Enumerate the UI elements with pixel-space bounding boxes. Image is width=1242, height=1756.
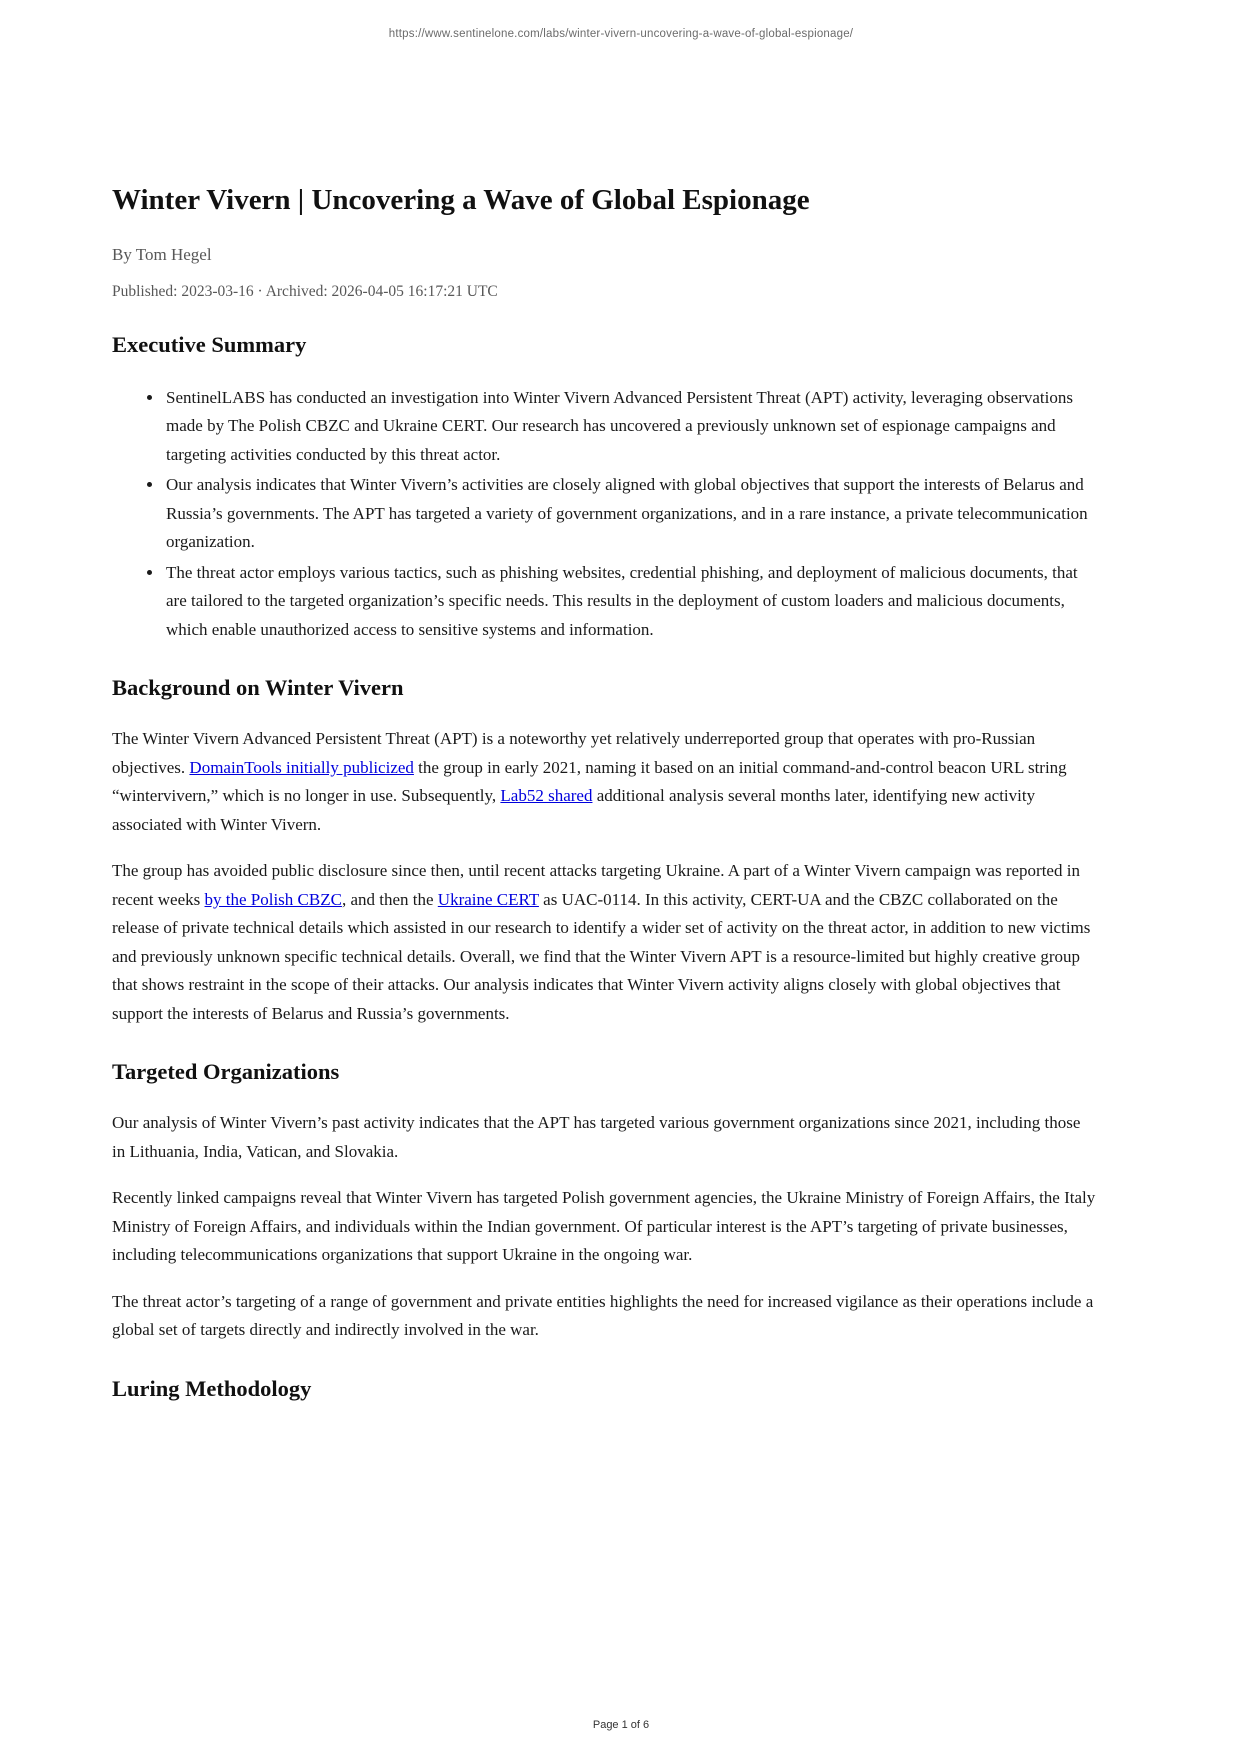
list-item: • Our analysis indicates that Winter Vivern’s activities are closely aligned with global objectives that support the interests of Belarus and Russia’s governments. The APT has targeted a variety of government organizations, and in a rare instance, a private telecommunication organization. (164, 471, 1097, 557)
author-byline: By Tom Hegel (112, 244, 212, 264)
heading-targeted-organizations: Targeted Organizations (112, 1059, 340, 1085)
heading-executive-summary: Executive Summary (112, 331, 307, 357)
targeted-paragraph-1: Our analysis of Winter Vivern’s past activity indicates that the APT has targeted various government organizations since 2021, including those in Lithuania, India, Vatican, and Slovakia. (112, 1113, 1081, 1161)
link-lab52-shared[interactable]: Lab52 shared (500, 786, 593, 806)
page-number-footer: Page 1 of 6 (592, 1719, 650, 1731)
publish-archive-meta: Published: 2023-03-16 · Archived: 2026-04-05 16:17:21 UTC (112, 282, 498, 300)
background-paragraph-2 (112, 857, 1097, 1028)
archived-page-url: https://www.sentinelone.com/labs/winter-vivern-uncovering-a-wave-of-global-espionage/ (388, 28, 854, 40)
link-ukraine-cert[interactable]: Ukraine CERT (437, 889, 539, 909)
targeted-paragraph-2: Recently linked campaigns reveal that Winter Vivern has targeted Polish government agencies, the Ukraine Ministry of Foreign Affairs, the Italy Ministry of Foreign Affairs, and individuals within the Indian government. Of particular interest is the APT’s targeting of private businesses, including telecommunications organizations that support Ukraine in the ongoing war. (112, 1188, 1096, 1265)
background-paragraph-1 (112, 725, 1097, 839)
article-body (112, 0, 1097, 1402)
paragraph-text: The Winter Vivern Advanced Persistent Threat (APT) is a noteworthy yet relatively underreported group that operates with pro-Russian objectives. (112, 729, 1036, 777)
paragraph-text: the group in early 2021, naming it based on an initial command-and-control beacon URL string “wintervivern,” which is no longer in use. Subsequently, (112, 757, 1067, 806)
paragraph-text: , and then the (341, 889, 438, 909)
targeted-paragraph-3: The threat actor’s targeting of a range of government and private entities highlights the need for increased vigilance as their operations include a global set of targets directly and indirectly involved in the war. (112, 1291, 1094, 1340)
paragraph-text: The group has avoided public disclosure since then, until recent attacks targeting Ukraine. A part of a Winter Vivern campaign was reported in recent weeks (112, 861, 1080, 909)
link-polish-cbzc-report[interactable]: by the Polish CBZC (204, 889, 342, 909)
heading-luring-methodology: Luring Methodology (112, 1375, 312, 1401)
heading-background: Background on Winter Vivern (112, 675, 404, 701)
link-domaintools-publicized[interactable]: DomainTools initially publicized (189, 757, 414, 777)
paragraph-text: as UAC-0114. In this activity, CERT-UA and the CBZC collaborated on the release of private technical details which assisted in our research to identify a wider set of activity on the threat actor, in addition to new victims and previously unknown specific technical details. Overall, we find that the Winter Vivern APT is a resource-limited but highly creative group that shows restraint in the scope of their attacks. Our analysis indicates that Winter Vivern activity aligns closely with global objectives that support the interests of Belarus and Russia’s governments. (112, 889, 1091, 1023)
executive-summary-list (112, 384, 1097, 645)
list-item: • SentinelLABS has conducted an investigation into Winter Vivern Advanced Persistent Threat (APT) activity, leveraging observations made by The Polish CBZC and Ukraine CERT. Our research has uncovered a previously unknown set of espionage campaigns and targeting activities conducted by this threat actor. (164, 384, 1097, 470)
list-item: • The threat actor employs various tactics, such as phishing websites, credential phishing, and deployment of malicious documents, that are tailored to the targeted organization’s specific needs. This results in the deployment of custom loaders and malicious documents, which enable unauthorized access to sensitive systems and information. (164, 559, 1097, 645)
paragraph-text: additional analysis several months later, identifying new activity associated with Winter Vivern. (112, 786, 1036, 834)
page-title: Winter Vivern | Uncovering a Wave of Global Espionage (112, 184, 810, 216)
